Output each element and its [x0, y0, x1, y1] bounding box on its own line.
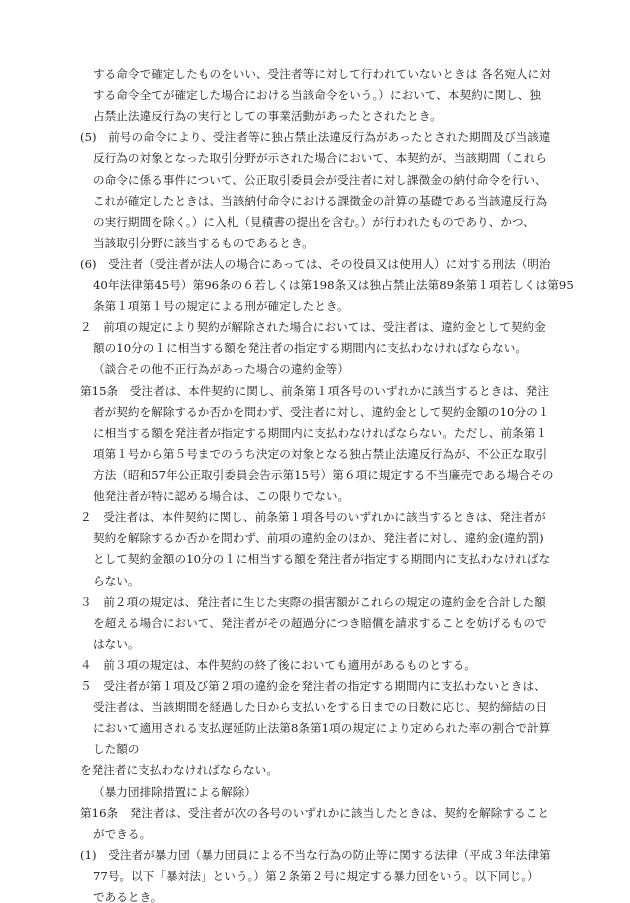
text-line: において適用される支払遅延防止法第8条第1項の規定により定められた率の割合で計算 — [93, 721, 551, 736]
text-line: ２ 受注者は、本件契約に関し、前条第１項各号のいずれかに該当するときは、発注者が — [80, 510, 546, 525]
text-line: する命令全てが確定した場合における当該命令をいう。）において、本契約に関し、独 — [93, 88, 542, 103]
section-heading: （暴力団排除措置による解除） — [93, 784, 257, 799]
text-line: を発注者に支払わなければならない。 — [80, 763, 278, 778]
text-line: 占禁止法違反行為の実行としての事業活動があったとされたとき。 — [93, 109, 442, 124]
text-line: ３ 前２項の規定は、発注者に生じた実際の損害額がこれらの規定の違約金を合計した額 — [80, 594, 546, 609]
text-line: 方法（昭和57年公正取引委員会告示第15号）第６項に規定する不当廉売である場合その — [93, 467, 554, 482]
text-line: 40年法律第45号）第96条の６若しくは第198条又は独占禁止法第89条第１項若しくは第95 — [93, 278, 574, 292]
text-line: (1) 受注者が暴力団（暴力団員による不当な行為の防止等に関する法律（平成３年法律第 — [80, 847, 551, 862]
text-line: 77号。以下「暴対法」という。）第２条第２号に規定する暴力団をいう。以下同じ。） — [93, 868, 539, 883]
text-line: の実行期間を除く。）に入札（見積書の提出を含む。）が行われたものであり、かつ、 — [93, 214, 535, 229]
text-line: 受注者は、当該期間を経過した日から支払いをする日までの日数に応じ、契約締結の日 — [93, 700, 548, 715]
section-heading: （談合その他不正行為があった場合の違約金等） — [93, 362, 350, 377]
text-line: ５ 受注者が第１項及び第２項の違約金を発注者の指定する期間内に支払わないときは、 — [80, 679, 546, 693]
text-line: 額の10分の１に相当する額を発注者の指定する期間内に支払わなければならない。 — [93, 341, 528, 356]
text-line: ２ 前項の規定により契約が解除された場合においては、受注者は、違約金として契約金 — [80, 320, 546, 335]
text-line: 第15条 受注者は、本件契約に関し、前条第１項各号のいずれかに該当するときは、発注 — [80, 383, 549, 398]
text-line: 項第１号から第５号までのうち決定の対象となる独占禁止法違反行為が、不公正な取引 — [93, 446, 548, 461]
text-line: した額の — [93, 742, 140, 757]
text-line: (6) 受注者（受注者が法人の場合にあっては、その役員又は使用人）に対する刑法（明治 — [80, 256, 551, 271]
text-line: らない。 — [93, 573, 140, 588]
text-line: これが確定したときは、当該納付命令における課徴金の計算の基礎である当該違反行為 — [93, 193, 548, 208]
text-line: する命令で確定したものをいい、受注者等に対して行われていないときは 各名宛人に対 — [93, 67, 551, 81]
text-line: に相当する額を発注者が指定する期間内に支払わなければならない。ただし、前条第１ — [93, 425, 548, 440]
text-line: として契約金額の10分の１に相当する額を発注者が指定する期間内に支払わなければな — [93, 552, 551, 567]
text-line: はない。 — [93, 636, 140, 651]
text-line: ができる。 — [93, 826, 152, 841]
text-line: 当該取引分野に該当するものであるとき。 — [93, 235, 314, 250]
text-line: (5) 前号の命令により、受注者等に独占禁止法違反行為があったとされた期間及び当該違 — [80, 130, 551, 145]
text-line: 反行為の対象となった取引分野が示された場合において、本契約が、当該期間（これら — [93, 151, 547, 166]
text-line: 条第１項第１号の規定による刑が確定したとき。 — [93, 299, 349, 314]
text-line: ４ 前３項の規定は、本件契約の終了後においても適用があるものとする。 — [80, 657, 476, 672]
text-line: の命令に係る事件について、公正取引委員会が受注者に対し課徴金の納付命令を行い、 — [93, 172, 547, 187]
text-line: であるとき。 — [93, 890, 163, 903]
text-line: 者が契約を解除するか否かを問わず、受注者に対し、違約金として契約金額の10分の１ — [93, 404, 550, 419]
text-line: 第16条 発注者は、受注者が次の各号のいずれかに該当したときは、契約を解除すること — [80, 805, 549, 820]
text-line: を超える場合において、発注者がその超過分につき賠償を請求することを妨げるもので — [93, 615, 547, 630]
text-line: 契約を解除するか否かを問わず、前項の違約金のほか、発注者に対し、違約金(違約罰) — [93, 531, 544, 546]
text-line: 他発注者が特に認める場合は、この限りでない。 — [93, 489, 350, 504]
